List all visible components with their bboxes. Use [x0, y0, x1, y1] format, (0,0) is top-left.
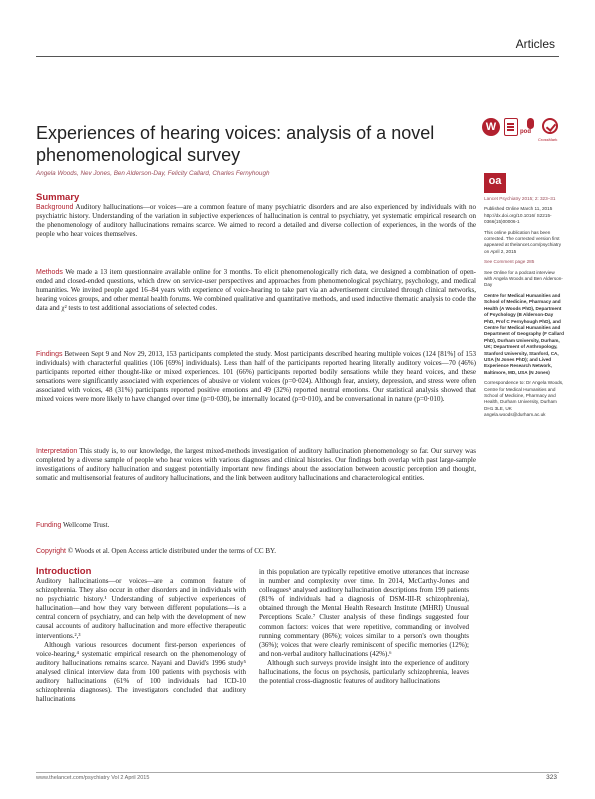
background-keyword: Background — [36, 204, 74, 211]
copyright-keyword: Copyright — [36, 548, 66, 555]
abstract-methods — [36, 268, 476, 313]
summary-heading: Summary — [36, 192, 80, 203]
header-divider — [36, 56, 559, 57]
introduction-heading: Introduction — [36, 566, 92, 577]
author-list: Angela Woods, Nev Jones, Ben Alderson-Day, Felicity Callard, Charles Fernyhough — [36, 170, 270, 177]
intro-paragraph: in this population are typically repetitive emotive utterances that increase in number and complexity over time. In 2014, McCarthy-Jones and colleagues⁶ analysed auditory hallucination descriptions from 199 patients (81% of individuals had a diagnosis of DSM-III-R schizophrenia), obtained through the Mental Health Research Institute (MHRI) Unusual Perceptions Scale.⁷ Cluster analysis of these findings suggested four common factors: voices that were repetitive, commanding or involved running commentary (86%); voices similar to a person's own thoughts (36%); voices that were clearly reminiscent of specific memories (12%); and non-verbal auditory hallucinations (42%).⁶ — [259, 568, 469, 658]
interpretation-text: This study is, to our knowledge, the largest mixed-methods investigation of auditory hallucination phenomenology so far. Our survey was completed by a diverse sample of people who hear voices with various diagnoses and clinical histories. Our findings both overlap with past large-sample investigations of auditory hallucination and suggest potentially important new findings about the association between acoustic perception and thought, somatic and multisensorial features of auditory hallucinations, and the link between auditory hallucinations and characterological entities. — [36, 447, 476, 483]
page-number: 323 — [546, 774, 557, 781]
abstract-copyright — [36, 547, 476, 556]
correction-notice: This online publication has been corrected. The corrected version first appeared at thelancet.com/psychiatry on April 2, 2015 — [484, 229, 562, 254]
background-text: Auditory hallucinations—or voices—are a common feature of many psychiatric disorders and are also experienced by individuals with no psychiatric history. Understanding of the variation in subjective experiences of hallucination is central to psychiatry, yet systematic empirical research on the phenomenology of auditory hallucinations remains scarce. We aimed to record a detailed and diverse collection of experiences, in the words of the people who hear voices themselves. — [36, 203, 476, 239]
interpretation-keyword: Interpretation — [36, 448, 78, 455]
findings-text: Between Sept 9 and Nov 29, 2013, 153 participants completed the study. Most participants described hearing multiple voices (124 [81%] of 153 individuals) with characterful qualities (106 [69%] individuals). Less than half of the participants reported hearing literally auditory voices—70 (46%) participants reported either thought-like or mixed experiences. 101 (66%) participants reported bodily sensations while they heard voices, and these sensations were significantly associated with experiences of abusive or violent voices (p=0·024). Although fear, anxiety, depression, and stress were often associated with voices, 48 (31%) participants reported positive emotions and 49 (32%) reported neutral emotions. Our statistical analysis showed that mixed voices were more likely to have changed over time (p=0·030), be internally located (p=0·010), and be conversational in nature (p=0·010). — [36, 350, 476, 404]
pdf-icon[interactable] — [504, 118, 518, 136]
correspondence: Correspondence to: Dr Angela Woods, Centre for Medical Humanities and School of Medicine, Pharmacy and Health, Durham University, Durham DH1 3LE, UK angela.woods@durham.ac.uk — [484, 380, 564, 418]
footer-divider — [36, 772, 559, 773]
abstract-findings — [36, 350, 476, 405]
abstract-funding — [36, 521, 476, 530]
w-logo-icon[interactable]: W — [482, 118, 500, 136]
intro-paragraph: Although various resources document first-person experiences of voice-hearing,⁴ systematic empirical research on the phenomenology of auditory hallucinations remains scarce. Nayani and David's 1996 study⁵ analysed clinical interview data from 100 patients with psychosis with auditory hallucinations (61% of 100 individuals had ICD-10 schizophrenia diagnoses). The investigators concluded that auditory hallucinations — [36, 640, 246, 704]
article-title: Experiences of hearing voices: analysis of a novel phenomenological survey — [36, 123, 435, 165]
methods-text: We made a 13 item questionnaire available online for 3 months. To elicit phenomenologically rich data, we designed a combination of open-ended and closed-ended questions, which drew on service-user perspectives and approaches from phenomenological psychiatry, psychology, and medical humanities. We invited people aged 16–84 years with experience of voice-hearing to take part via an advertisement circulated through clinical networks, hearing voices groups, and other mental health forums. We combined qualitative and quantitative methods, and used inductive thematic analysis to code the data and χ² tests to test additional associations of selected codes. — [36, 268, 476, 313]
abstract-interpretation — [36, 447, 476, 483]
abstract-background — [36, 203, 476, 239]
podcast-note[interactable]: See Online for a podcast interview with Angela Woods and Ben Alderson-Day — [484, 269, 563, 288]
article-tools — [482, 118, 562, 178]
podcast-icon[interactable] — [522, 118, 540, 136]
intro-paragraph: Although such surveys provide insight into the experience of auditory hallucinations, the focus on psychosis, particularly schizophrenia, leaves the potential cross-diagnostic features of auditory hallucinations — [259, 658, 469, 686]
funding-text: Wellcome Trust. — [62, 521, 110, 529]
intro-paragraph: Auditory hallucinations—or voices—are a common feature of schizophrenia. They also occur in other disorders and in individuals with no psychiatric history.¹ Understanding of subjective experiences of hallucination—and how they vary between different populations—is a central concern of psychiatry, and can help with the development of new causal accounts of auditory hallucination and more effective therapeutic interventions.²,³ — [36, 577, 246, 640]
comment-link[interactable]: See Comment page 285 — [484, 259, 535, 265]
crossmark-label: CrossMark — [538, 137, 558, 142]
journal-citation[interactable]: Lancet Psychiatry 2015; 2: 323–31 — [484, 196, 556, 201]
intro-column-left — [36, 577, 246, 704]
section-label: Articles — [515, 37, 555, 51]
funding-keyword: Funding — [36, 522, 62, 529]
author-affiliations: Centre for Medical Humanities and School of Medicine, Pharmacy and Health (A Woods PhD), Department of Psychology (B Alderson-Day PhD, Prof C Fernyhough PhD), and Centre for Medical Humanities and Department of Geography (F Callard PhD), Durham University, Durham, UK; Department of Anthropology, Stanford University, Stanford, CA, USA (N Jones PhD); and Lived Experience Research Network, Baltimore, MD, USA (N Jones) — [484, 292, 564, 375]
methods-keyword: Methods — [36, 269, 63, 276]
podcast-label: pod — [520, 129, 531, 135]
open-access-badge: oa — [484, 173, 506, 191]
intro-column-right — [259, 568, 469, 686]
findings-keyword: Findings — [36, 351, 63, 358]
copyright-text: © Woods et al. Open Access article distributed under the terms of CC BY. — [67, 547, 276, 555]
crossmark-icon[interactable] — [542, 118, 558, 134]
published-online: Published Online March 11, 2015 http://dx.doi.org/10.1016/ S2215-0366(15)00006-1 — [484, 206, 553, 225]
article-sidebar — [484, 196, 564, 423]
microphone-icon — [527, 118, 534, 129]
footer-journal-url[interactable]: www.thelancet.com/psychiatry Vol 2 April 2015 — [36, 775, 150, 781]
